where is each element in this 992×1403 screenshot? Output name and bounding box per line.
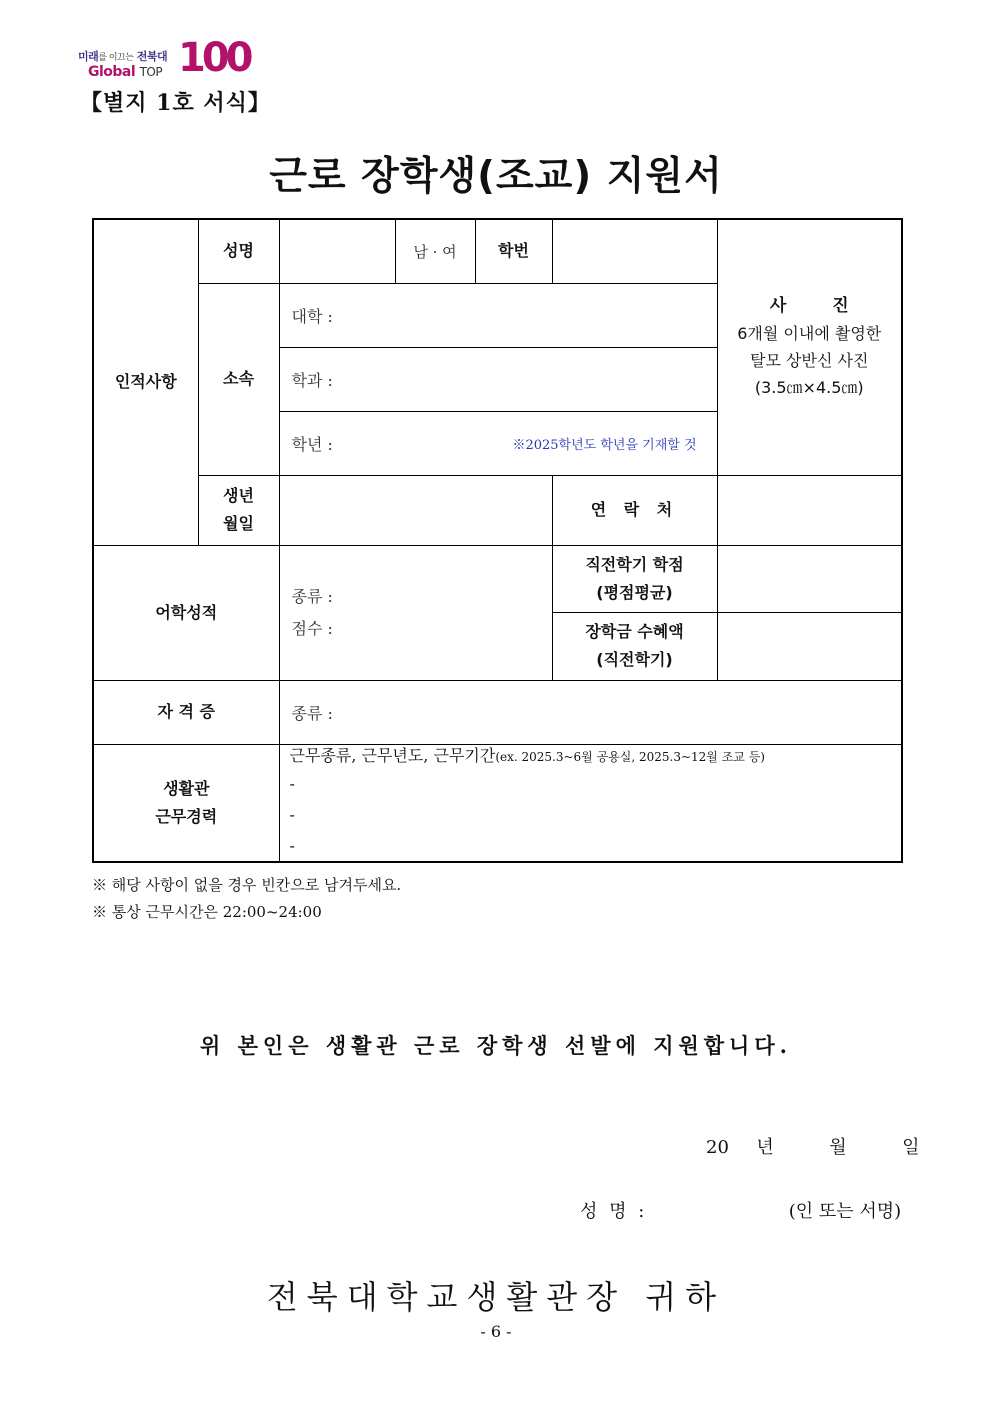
contact-field[interactable] bbox=[717, 475, 902, 545]
logo-100: 100 bbox=[178, 35, 250, 81]
date-year: 년 bbox=[756, 1137, 774, 1158]
signature-note: (인 또는 서명) bbox=[788, 1201, 902, 1222]
affiliation-label: 소속 bbox=[198, 283, 279, 475]
date-month: 월 bbox=[829, 1137, 847, 1158]
note-blank: ※ 해당 사항이 없을 경우 빈칸으로 남겨두세요. bbox=[92, 876, 402, 894]
signature-label: 성 명 : bbox=[580, 1201, 648, 1222]
gender-field[interactable]: 남 · 여 bbox=[395, 219, 475, 283]
logo-text-jbnu: 전북대 bbox=[136, 50, 168, 63]
dorm-career-label-line2: 근무경력 bbox=[155, 806, 218, 826]
logo-global-top bbox=[88, 64, 162, 80]
dorm-career-label-line1: 생활관 bbox=[163, 778, 210, 798]
scholarship-label-line1: 장학금 수혜액 bbox=[585, 622, 684, 641]
form-number: 【별지 1호 서식】 bbox=[80, 90, 271, 116]
photo-instruction-2: 탈모 상반신 사진 bbox=[750, 351, 869, 371]
document-title: 근로 장학생(조교) 지원서 bbox=[269, 154, 723, 199]
dorm-career-label bbox=[93, 744, 279, 862]
career-header bbox=[290, 745, 902, 768]
photo-instruction-1: 6개월 이내에 촬영한 bbox=[737, 324, 882, 344]
logo-slogan bbox=[78, 48, 167, 64]
name-label: 성명 bbox=[198, 219, 279, 283]
language-score-field[interactable] bbox=[279, 545, 552, 680]
career-header-example: (ex. 2025.3~6월 공용실, 2025.3~12월 조교 등) bbox=[495, 749, 765, 764]
career-header-main: 근무종류, 근무년도, 근무기간 bbox=[289, 745, 496, 765]
career-line: - bbox=[289, 804, 295, 824]
application-form-table bbox=[92, 218, 903, 863]
scholarship-label-line2: (직전학기) bbox=[596, 650, 673, 669]
logo-text-top: TOP bbox=[139, 65, 163, 79]
career-line: - bbox=[289, 835, 295, 855]
year-field[interactable] bbox=[279, 411, 717, 475]
scholarship-field[interactable] bbox=[717, 612, 902, 680]
gpa-label bbox=[552, 545, 717, 612]
photo-size: (3.5㎝×4.5㎝) bbox=[754, 378, 864, 398]
scholarship-label bbox=[552, 612, 717, 680]
year-note: ※2025학년도 학년을 기재할 것 bbox=[512, 437, 697, 453]
name-field[interactable] bbox=[279, 219, 395, 283]
signature-line bbox=[580, 1197, 901, 1223]
student-no-field[interactable] bbox=[552, 219, 717, 283]
date-prefix: 20 bbox=[706, 1137, 729, 1158]
career-line: - bbox=[289, 773, 295, 793]
date-day: 일 bbox=[902, 1137, 920, 1158]
department-field[interactable]: 학과 : bbox=[279, 347, 717, 411]
language-score-label: 어학성적 bbox=[93, 545, 279, 680]
student-no-label: 학번 bbox=[475, 219, 552, 283]
birthdate-field[interactable] bbox=[279, 475, 552, 545]
page-number: - 6 - bbox=[480, 1322, 512, 1341]
logo-text-future: 미래 bbox=[78, 50, 99, 63]
certificate-field[interactable]: 종류 : bbox=[279, 680, 902, 744]
addressee: 전북대학교생활관장 귀하 bbox=[266, 1278, 726, 1316]
gpa-field[interactable] bbox=[717, 545, 902, 612]
language-points-label: 점수 : bbox=[291, 618, 333, 638]
birthdate-label bbox=[198, 475, 279, 545]
gpa-label-line2: (평점평균) bbox=[596, 582, 673, 602]
photo-title: 사 진 bbox=[769, 296, 869, 317]
contact-label: 연 락 처 bbox=[552, 475, 717, 545]
birthdate-label-line2: 월일 bbox=[223, 514, 254, 533]
gpa-label-line1: 직전학기 학점 bbox=[585, 554, 684, 574]
declaration: 위 본인은 생활관 근로 장학생 선발에 지원합니다. bbox=[200, 1033, 792, 1058]
university-logo bbox=[78, 35, 253, 88]
language-type-label: 종류 : bbox=[291, 586, 333, 606]
certificate-label: 자 격 증 bbox=[93, 680, 279, 744]
college-field[interactable]: 대학 : bbox=[279, 283, 717, 347]
date-line bbox=[706, 1133, 919, 1159]
personal-info-label: 인적사항 bbox=[93, 219, 198, 545]
note-hours: ※ 통상 근무시간은 22:00~24:00 bbox=[92, 903, 322, 921]
birthdate-label-line1: 생년 bbox=[223, 486, 254, 505]
notes bbox=[92, 872, 401, 926]
logo-text-leading: 를 이끄는 bbox=[98, 53, 134, 63]
year-label: 학년 : bbox=[291, 434, 333, 454]
logo-text-global: Global bbox=[88, 64, 136, 80]
dorm-career-field[interactable] bbox=[279, 744, 902, 862]
photo-box[interactable] bbox=[717, 219, 902, 475]
